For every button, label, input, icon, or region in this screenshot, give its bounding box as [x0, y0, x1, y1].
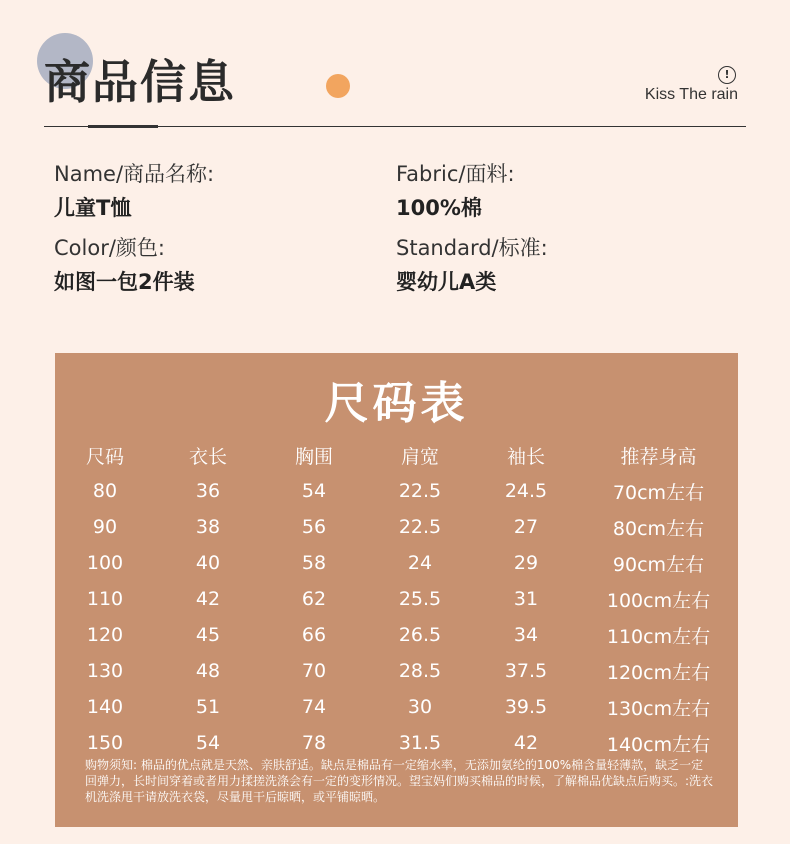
table-cell: 90cm左右 — [612, 553, 705, 576]
table-cell: 37.5 — [504, 660, 548, 682]
table-cell: 28.5 — [398, 660, 442, 682]
table-cell: 70cm左右 — [612, 481, 705, 504]
table-cell: 29 — [513, 552, 539, 574]
standard-label: Standard/标准: — [396, 236, 548, 260]
table-cell: 120 — [86, 624, 124, 646]
table-cell: 42 — [195, 588, 221, 610]
table-cell: 34 — [513, 624, 539, 646]
table-cell: 110cm左右 — [606, 625, 711, 648]
name-label: Name/商品名称: — [54, 162, 215, 186]
table-row — [55, 509, 738, 545]
table-cell: 40 — [195, 552, 221, 574]
header-cell: 胸围 — [294, 445, 333, 468]
table-cell: 24 — [407, 552, 433, 574]
info-icon: ! — [718, 66, 736, 84]
header-cell: 肩宽 — [400, 445, 439, 468]
table-cell: 110 — [86, 588, 124, 610]
table-cell: 36 — [195, 480, 221, 502]
table-cell: 31 — [513, 588, 539, 610]
table-cell: 42 — [513, 732, 539, 754]
table-cell: 66 — [301, 624, 327, 646]
decorative-orange-dot — [326, 74, 350, 98]
table-cell: 80cm左右 — [612, 517, 705, 540]
purchase-note: 购物须知: 棉品的优点就是天然、亲肤舒适。缺点是棉品有一定缩水率，无添加氨纶的100%棉含量轻薄款，缺乏一定回弹力，长时间穿着或者用力揉搓洗涤会有一定的变形情况。望宝妈们购买棉品的时候，了解棉品优缺点后购买。:洗衣机洗涤甩干请放洗衣袋，尽量甩干后晾晒，或平铺晾晒。 — [85, 758, 714, 804]
table-header-row — [55, 437, 738, 473]
table-row — [55, 689, 738, 725]
header-cell: 推荐身高 — [620, 445, 697, 468]
header-cell: 尺码 — [85, 445, 124, 468]
table-cell: 80 — [92, 480, 118, 502]
table-cell: 54 — [195, 732, 221, 754]
table-cell: 140cm左右 — [606, 733, 711, 756]
table-cell: 58 — [301, 552, 327, 574]
info-color — [54, 232, 195, 296]
size-chart-title: 尺码表 — [324, 378, 469, 429]
color-label: Color/颜色: — [54, 236, 165, 260]
table-cell: 74 — [301, 696, 327, 718]
size-chart-panel — [55, 353, 738, 827]
info-standard — [396, 232, 548, 296]
page-title: 商品信息 — [44, 55, 236, 109]
table-cell: 38 — [195, 516, 221, 538]
info-name — [54, 158, 214, 222]
table-cell: 150 — [86, 732, 124, 754]
table-row — [55, 581, 738, 617]
table-cell: 39.5 — [504, 696, 548, 718]
table-cell: 54 — [301, 480, 327, 502]
table-cell: 120cm左右 — [606, 661, 711, 684]
table-cell: 27 — [513, 516, 539, 538]
standard-value: 婴幼儿A类 — [396, 270, 497, 294]
table-cell: 90 — [92, 516, 118, 538]
fabric-value: 100%棉 — [396, 196, 482, 220]
table-cell: 62 — [301, 588, 327, 610]
table-row — [55, 653, 738, 689]
table-row — [55, 473, 738, 509]
table-cell: 70 — [301, 660, 327, 682]
table-cell: 48 — [195, 660, 221, 682]
table-cell: 140 — [86, 696, 124, 718]
table-cell: 130cm左右 — [606, 697, 711, 720]
name-value: 儿童T恤 — [54, 196, 132, 220]
table-row — [55, 617, 738, 653]
table-cell: 22.5 — [398, 480, 442, 502]
table-cell: 24.5 — [504, 480, 548, 502]
brand-text: Kiss The rain — [644, 86, 738, 103]
table-cell: 78 — [301, 732, 327, 754]
table-cell: 31.5 — [398, 732, 442, 754]
table-row — [55, 725, 738, 761]
table-cell: 130 — [86, 660, 124, 682]
header-divider-accent — [88, 125, 158, 128]
table-cell: 30 — [407, 696, 433, 718]
table-cell: 25.5 — [398, 588, 442, 610]
header-cell: 袖长 — [506, 445, 545, 468]
table-cell: 26.5 — [398, 624, 442, 646]
info-fabric — [396, 158, 515, 222]
table-row — [55, 545, 738, 581]
table-cell: 56 — [301, 516, 327, 538]
table-cell: 45 — [195, 624, 221, 646]
table-cell: 100 — [86, 552, 124, 574]
fabric-label: Fabric/面料: — [396, 162, 515, 186]
table-cell: 22.5 — [398, 516, 442, 538]
table-cell: 100cm左右 — [606, 589, 711, 612]
table-cell: 51 — [195, 696, 221, 718]
color-value: 如图一包2件装 — [54, 270, 195, 294]
header-cell: 衣长 — [188, 445, 227, 468]
size-table — [55, 437, 738, 761]
